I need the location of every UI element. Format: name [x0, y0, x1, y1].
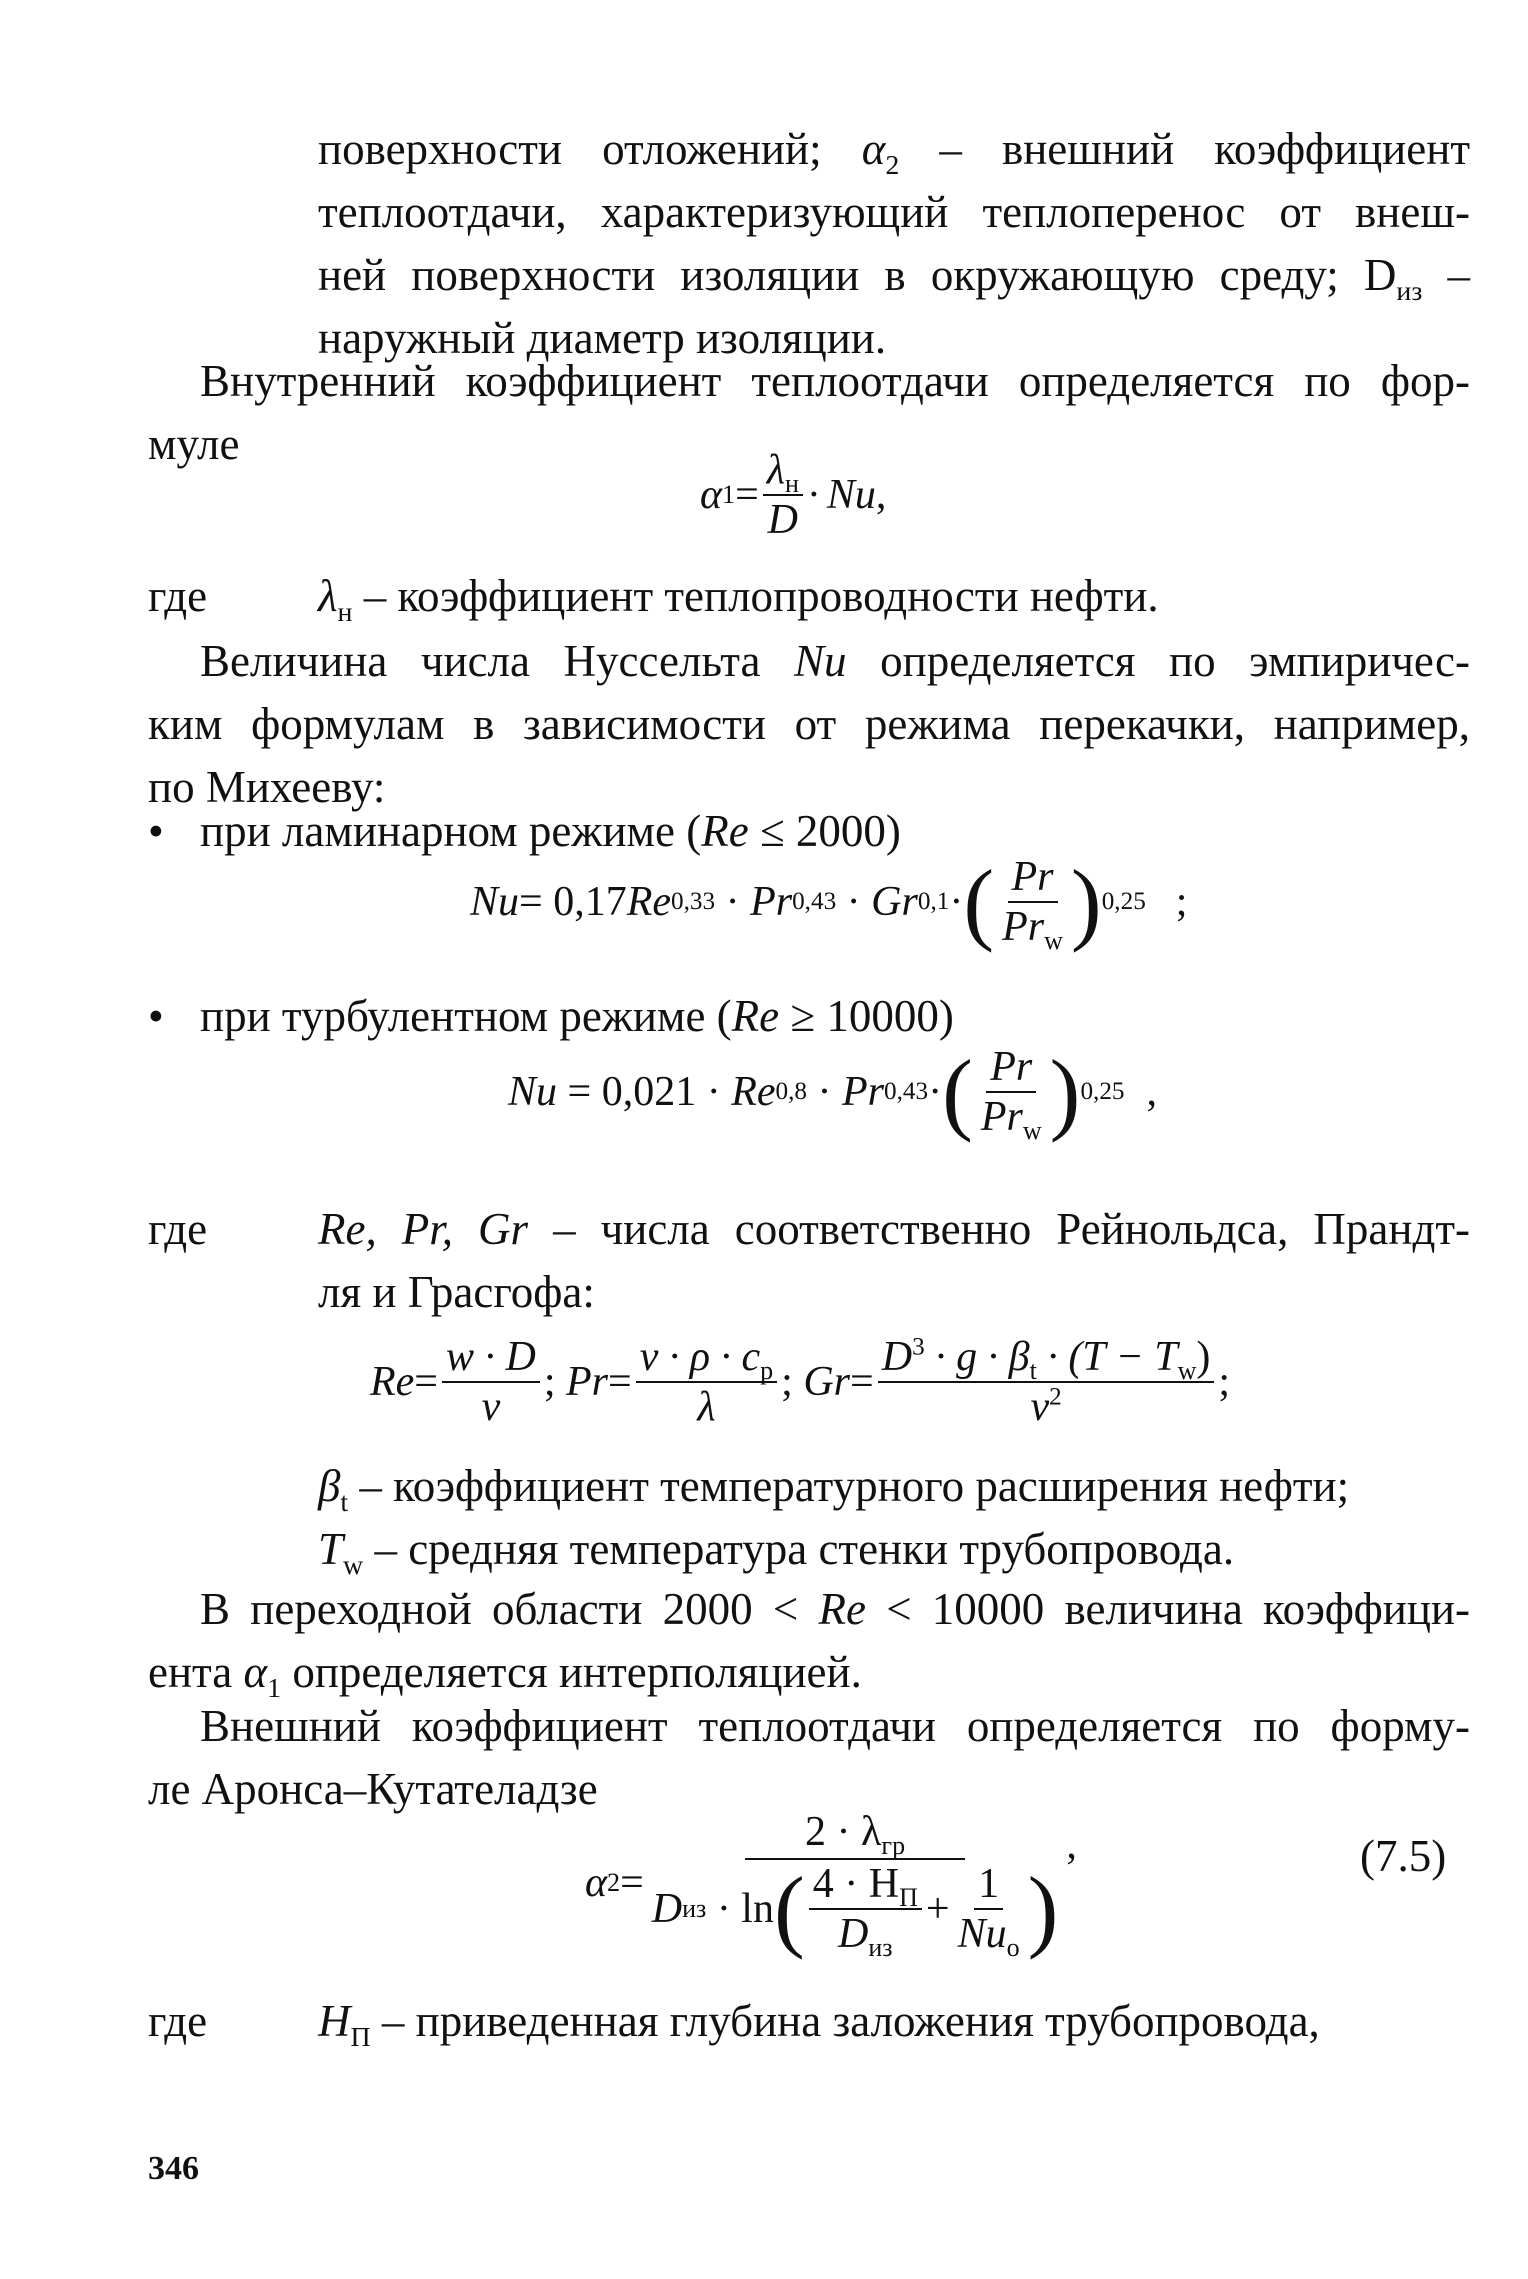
- where2-line1: Re, Pr, Gr – числа соответственно Рейнольдса, Прандт-: [318, 1204, 1470, 1254]
- beta-line: $\beta_t$ – коэффициент температурного расширения нефти;: [318, 1461, 1350, 1518]
- eq1-num: λ: [766, 447, 785, 493]
- where-label-1: где: [148, 571, 208, 621]
- where-label-2: где: [148, 1204, 208, 1254]
- eq1-num-sub: н: [784, 469, 799, 499]
- bullet-dot: •: [148, 806, 164, 856]
- p5-line2: ле Аронса–Кутателадзе: [148, 1764, 598, 1814]
- equation-nu-laminar: Nu = 0,17 Re 0,33 · Pr 0,43 · Gr 0,1 · ( $\frac{Pr}{Pr_w}$ ) 0,25 ;: [470, 850, 1188, 956]
- where-definition-beta-tw: [318, 1455, 1478, 1581]
- equation-number: (7.5): [1360, 1831, 1447, 1881]
- p2-line1: Внутренний коэффициент теплоотдачи определяется по фор-: [200, 356, 1470, 406]
- p3-line2: ким формулам в зависимости от режима перекачки, например,: [148, 699, 1470, 749]
- eq2-paren: ( $\frac{Pr}{Pr_w}$ ): [963, 850, 1102, 956]
- eq1-lhs: α: [700, 471, 723, 518]
- p1-line2: теплоотдачи, характеризующий теплоперенос от внеш-: [318, 187, 1470, 237]
- p3-line1: Величина числа Нуссельта Nu определяется по эмпиричес-: [200, 636, 1470, 686]
- equation-similarity-numbers: Re = $\frac{w \cdot D}{\nu}$ ; Pr = $\frac{\nu \cdot \rho \cdot c_p}{\lambda}$ ; Gr = $\frac{D^3 \cdot g \cdot \beta_t \cdot (T - T_w)}{\nu^2}$ ;: [370, 1333, 1231, 1431]
- eq1-fraction: [763, 448, 803, 542]
- page-number: 346: [148, 2150, 199, 2187]
- bullet-dot: •: [148, 991, 164, 1041]
- eq1-den: D: [767, 497, 798, 544]
- bullet-laminar: • при ламинарном режиме (Re ≤ 2000): [148, 800, 901, 863]
- equation-alpha2: α 2 = $2 \cdot \lambda_{гр}$ D из · ln ( $\frac{4 \cdot H_П}{D_{из}}$ + $\frac{1}{Nu_о}$ ) ,: [585, 1809, 1077, 1963]
- where-definition-lambda: $\lambda_н$ – коэффициент теплопроводности нефти.: [318, 571, 1159, 628]
- p2-line2: муле: [148, 419, 240, 469]
- equation-alpha1: α 1 = $\frac{\lambda_н}{D}$ · Nu ,: [700, 447, 887, 544]
- paragraph-continuation: [318, 118, 1470, 370]
- where-definition-numbers: [318, 1198, 1470, 1324]
- paragraph-nusselt: [148, 630, 1470, 819]
- bullet-turbulent: • при турбулентном режиме (Re ≥ 10000): [148, 985, 954, 1048]
- p4-line1: В переходной области 2000 < Re < 10000 величина коэффици-: [200, 1584, 1470, 1634]
- p3-line3: по Михееву:: [148, 762, 386, 812]
- equation-nu-turbulent: Nu = 0,021 · Re 0,8 · Pr 0,43 · ( $\frac{Pr}{Pr_w}$ ) 0,25 ,: [508, 1040, 1158, 1146]
- tw-line: $T_w$ – средняя температура стенки трубопровода.: [318, 1524, 1235, 1581]
- p1-line4: наружный диаметр изоляции.: [318, 313, 887, 363]
- p1-line3: ней поверхности изоляции в окружающую среду; $D_{из}$ –: [318, 250, 1470, 307]
- eq1-dot: ·: [806, 471, 821, 518]
- eq1-nu: Nu: [826, 471, 876, 518]
- eq1-comma: ,: [875, 471, 887, 518]
- paragraph-transition: [148, 1578, 1470, 1704]
- where2-line2: ля и Грасгофа:: [318, 1267, 595, 1317]
- p4-line2: ента $\alpha_1$ определяется интерполяцией.: [148, 1647, 862, 1704]
- p1-line1: поверхности отложений; $\alpha_2$ – внешний коэффициент: [318, 124, 1470, 181]
- p5-line1: Внешний коэффициент теплоотдачи определяется по форму-: [200, 1701, 1470, 1751]
- where-label-4: где: [148, 1996, 208, 2046]
- where-definition-h: $H_П$ – приведенная глубина заложения трубопровода,: [318, 1996, 1320, 2053]
- eq3-paren: ( $\frac{Pr}{Pr_w}$ ): [942, 1040, 1081, 1146]
- eq1-equals: =: [735, 471, 759, 518]
- eq5-main-fraction: $2 \cdot \lambda_{гр}$ D из · ln ( $\frac{4 \cdot H_П}{D_{из}}$ + $\frac{1}{Nu_о}$ ): [651, 1809, 1059, 1963]
- paragraph-outer-coefficient: [148, 1695, 1470, 1821]
